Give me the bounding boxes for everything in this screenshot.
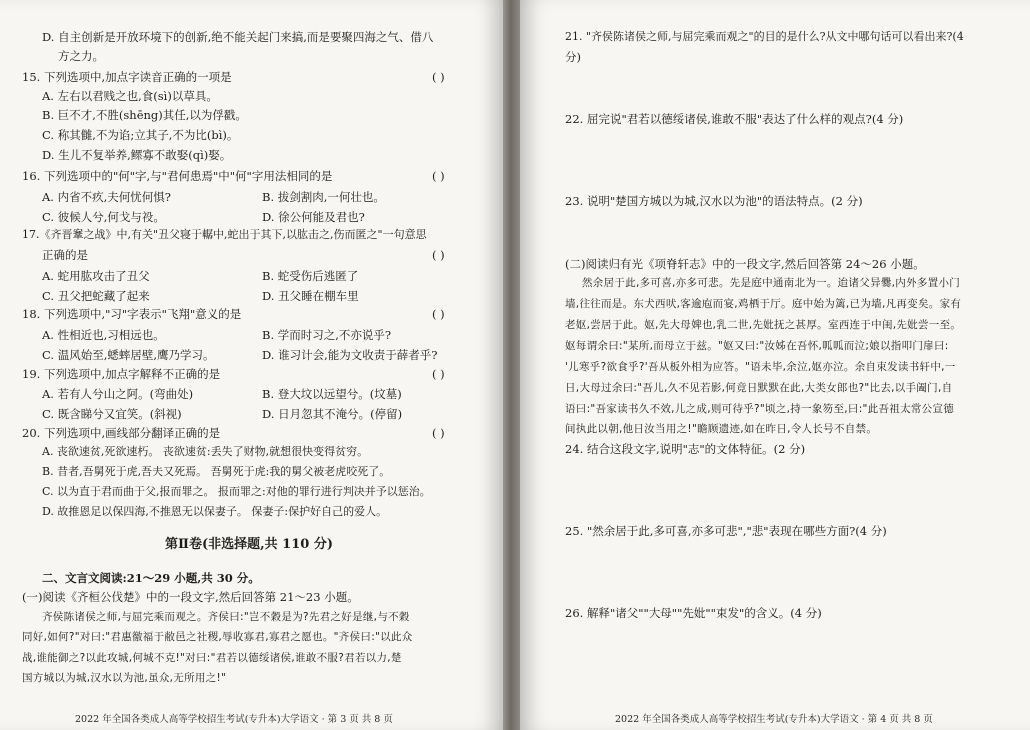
right-page [520, 0, 1030, 730]
classical-passage-line: 战,谁能御之?以此攻城,何城不克!"对曰:"君若以德绥诸侯,谁敢不服?君若以力,楚 [22, 652, 402, 664]
q15-option-b: B. 巨不才,不胜(shēng)其任,以为俘戳。 [42, 108, 247, 122]
q22-stem: 22. 屈完说"君若以德绥诸侯,谁敢不服"表达了什么样的观点?(4 分) [565, 112, 904, 126]
classical-passage-line: 日,大母过余曰:"吾儿,久不见若影,何竟日默默在此,大类女郎也?"比去,以手阖门,自 [565, 382, 953, 394]
q18-option-c: C. 温风始至,蟋蟀居壁,鹰乃学习。 [42, 348, 215, 362]
q15-stem: 15. 下列选项中,加点字读音正确的一项是 [22, 70, 232, 84]
classical-passage-line: 然余居于此,多可喜,亦多可悲。先是庭中通南北为一。迨诸父异爨,内外多置小门 [582, 277, 961, 289]
q16-stem: 16. 下列选项中的"何"字,与"君何患焉"中"何"字用法相同的是 [22, 169, 333, 183]
q17-option-a: A. 蛇用肱攻击了丑父 [42, 269, 150, 283]
q17-stem-cont: 正确的是 [42, 248, 88, 262]
classical-passage-line: '儿寒乎?欲食乎?'吾从板外相为应答。"语未毕,余泣,妪亦泣。余自束发读书轩中,一 [565, 361, 956, 373]
page-footer-left: 2022 年全国各类成人高等学校招生考试(专升本)大学语文 · 第 3 页 共 8 页 [75, 714, 393, 725]
q15-option-a: A. 左右以君贱之也,食(sì)以草具。 [42, 89, 218, 103]
q21-stem: 21. "齐侯陈诸侯之师,与屈完乘而观之"的目的是什么?从文中哪句话可以看出来?(4 [565, 30, 964, 43]
q19-option-b: B. 登大坟以远望兮。(坟墓) [262, 387, 402, 401]
q23-stem: 23. 说明"楚国方城以为城,汉水以为池"的语法特点。(2 分) [565, 194, 863, 208]
q14-option-d: D. 自主创新是开放环境下的创新,绝不能关起门来搞,而是要聚四海之气、借八 [42, 30, 434, 44]
reading-intro-1: (一)阅读《齐桓公伐楚》中的一段文字,然后回答第 21～23 小题。 [22, 590, 359, 604]
q19-option-d: D. 日月忽其不淹兮。(停留) [262, 407, 403, 421]
section-title: 第Ⅱ卷(非选择题,共 110 分) [165, 537, 333, 552]
q20-option-d: D. 故推恩足以保四海,不推恩无以保妻子。 保妻子:保护好自己的爱人。 [42, 505, 388, 518]
q20-option-a: A. 丧欲速贫,死欲速朽。 丧欲速贫:丢失了财物,就想很快变得贫穷。 [42, 445, 369, 458]
q20-stem: 20. 下列选项中,画线部分翻译正确的是 [22, 426, 221, 440]
reading-intro-2: (二)阅读归有光《项脊轩志》中的一段文字,然后回答第 24～26 小题。 [565, 257, 925, 271]
q17-option-d: D. 丑父睡在棚车里 [262, 289, 359, 303]
page-footer-right: 2022 年全国各类成人高等学校招生考试(专升本)大学语文 · 第 4 页 共 8 页 [615, 714, 933, 725]
q14-option-d-cont: 方之力。 [58, 49, 104, 63]
q18-option-a: A. 性相近也,习相远也。 [42, 328, 165, 342]
q16-option-c: C. 彼候人兮,何戈与祋。 [42, 210, 165, 224]
q21-stem-cont: 分) [565, 50, 581, 64]
classical-passage-line: 国方城以为城,汉水以为池,虽众,无所用之!" [22, 672, 227, 684]
answer-paren-q17: ( ) [432, 248, 445, 262]
answer-paren-q15: ( ) [432, 70, 445, 84]
classical-passage-line: 妪每谓余曰:"某所,而母立于兹。"妪又曰:"汝姊在吾怀,呱呱而泣;娘以指叩门扉曰: [565, 340, 949, 352]
answer-paren-q16: ( ) [432, 169, 445, 183]
q17-option-c: C. 丑父把蛇藏了起来 [42, 289, 150, 303]
classical-passage-line: 语曰:"吾家读书久不效,儿之成,则可待乎?"顷之,持一象笏至,曰:"此吾祖太常公宣德 [565, 403, 955, 415]
answer-paren-q20: ( ) [432, 426, 445, 440]
q24-stem: 24. 结合这段文字,说明"志"的文体特征。(2 分) [565, 442, 806, 456]
q18-stem: 18. 下列选项中,"习"字表示"飞翔"意义的是 [22, 307, 242, 321]
q20-option-c: C. 以为直于君而曲于父,报而罪之。 报而罪之:对他的罪行进行判决并予以惩治。 [42, 485, 431, 498]
classical-passage-line: 墙,往往而是。东犬西吠,客逾庖而宴,鸡栖于厅。庭中始为篱,已为墙,凡再变矣。家有 [565, 298, 962, 310]
q15-option-c: C. 称其雠,不为谄;立其子,不为比(bì)。 [42, 128, 239, 142]
classical-passage-line: 老妪,尝居于此。妪,先大母婢也,乳二世,先妣抚之甚厚。室西连于中闺,先妣尝一至。 [565, 319, 962, 331]
q16-option-b: B. 拔剑割肉,一何壮也。 [262, 190, 385, 204]
q25-stem: 25. "然余居于此,多可喜,亦多可悲","悲"表现在哪些方面?(4 分) [565, 524, 887, 538]
q19-option-a: A. 若有人兮山之阿。(弯曲处) [42, 387, 194, 401]
q16-option-a: A. 内省不疚,夫何忧何惧? [42, 190, 171, 204]
q18-option-b: B. 学而时习之,不亦说乎? [262, 328, 392, 342]
classical-passage-line: 间执此以朝,他日汝当用之!"瞻顾遗迹,如在昨日,令人长号不自禁。 [565, 423, 878, 435]
q26-stem: 26. 解释"诸父""大母""先妣""束发"的含义。(4 分) [565, 606, 822, 620]
left-page [0, 0, 503, 730]
section-heading-classical: 二、文言文阅读:21～29 小题,共 30 分。 [42, 571, 260, 585]
classical-passage-line: 同好,如何?"对曰:"君惠徼福于敝邑之社稷,辱收寡君,寡君之愿也。"齐侯曰:"以此众 [22, 631, 413, 643]
q16-option-d: D. 徐公何能及君也? [262, 210, 365, 224]
q19-stem: 19. 下列选项中,加点字解释不正确的是 [22, 367, 221, 381]
answer-paren-q19: ( ) [432, 367, 445, 381]
q17-option-b: B. 蛇受伤后逃匿了 [262, 269, 359, 283]
q20-option-b: B. 昔者,吾舅死于虎,吾夫又死焉。 吾舅死于虎:我的舅父被老虎咬死了。 [42, 465, 391, 478]
answer-paren-q18: ( ) [432, 307, 445, 321]
q19-option-c: C. 既含睇兮又宜笑。(斜视) [42, 407, 182, 421]
classical-passage-line: 齐侯陈诸侯之师,与屈完乘而观之。齐侯曰:"岂不穀是为?先君之好是继,与不穀 [42, 611, 410, 623]
q17-stem: 17.《齐晋鞌之战》中,有关"丑父寝于轏中,蛇出于其下,以肱击之,伤而匿之"一句意思 [22, 228, 427, 241]
q15-option-d: D. 生儿不复举养,鳏寡不敢娶(qì)娶。 [42, 148, 232, 162]
q18-option-d: D. 谁习计会,能为文收责于薛者乎? [262, 348, 438, 362]
book-spine [503, 0, 520, 730]
